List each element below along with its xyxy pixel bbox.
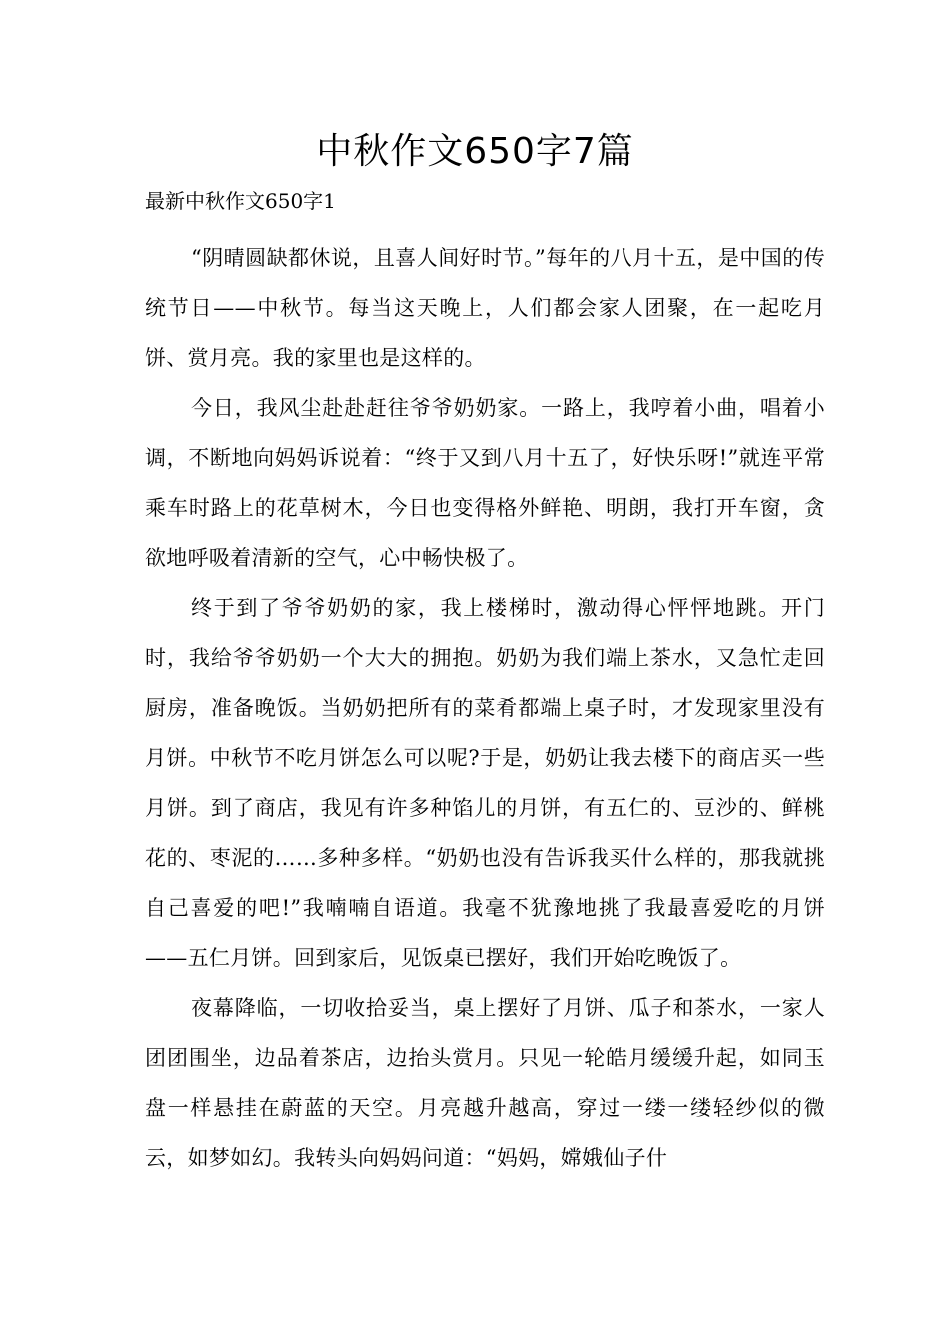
paragraph-3: 终于到了爷爷奶奶的家，我上楼梯时，激动得心怦怦地跳。开门时，我给爷爷奶奶一个大大的拥抱。奶奶为我们端上茶水，又急忙走回厨房，准备晚饭。当奶奶把所有的菜肴都端上桌子时，才发现家里没有月饼。中秋节不吃月饼怎么可以呢?于是，奶奶让我去楼下的商店买一些月饼。到了商店，我见有许多种馅儿的月饼，有五仁的、豆沙的、鲜桃花的、枣泥的……多种多样。“奶奶也没有告诉我买什么样的，那我就挑自己喜爱的吧!”我喃喃自语道。我毫不犹豫地挑了我最喜爱吃的月饼——五仁月饼。回到家后，见饭桌已摆好，我们开始吃晚饭了。: [145, 596, 825, 970]
document-title: 中秋作文650字7篇: [316, 131, 634, 172]
paragraph-2: 今日，我风尘赴赴赶往爷爷奶奶家。一路上，我哼着小曲，唱着小调，不断地向妈妈诉说着：“终于又到八月十五了，好快乐呀!”就连平常乘车时路上的花草树木，今日也变得格外鲜艳、明朗，我打开车窗，贪欲地呼吸着清新的空气，心中畅快极了。: [145, 396, 825, 570]
essay-body: [145, 233, 825, 1183]
paragraph-1: “阴晴圆缺都休说，且喜人间好时节。”每年的八月十五，是中国的传统节日——中秋节。每当这天晚上，人们都会家人团聚，在一起吃月饼、赏月亮。我的家里也是这样的。: [145, 246, 825, 370]
section-heading: 最新中秋作文650字1: [145, 189, 336, 213]
paragraph-4: 夜幕降临，一切收拾妥当，桌上摆好了月饼、瓜子和茶水，一家人团团围坐，边品着茶店，边抬头赏月。只见一轮皓月缓缓升起，如同玉盘一样悬挂在蔚蓝的天空。月亮越升越高，穿过一缕一缕轻纱似的微云，如梦如幻。我转头向妈妈问道：“妈妈，嫦娥仙子什: [145, 996, 825, 1170]
